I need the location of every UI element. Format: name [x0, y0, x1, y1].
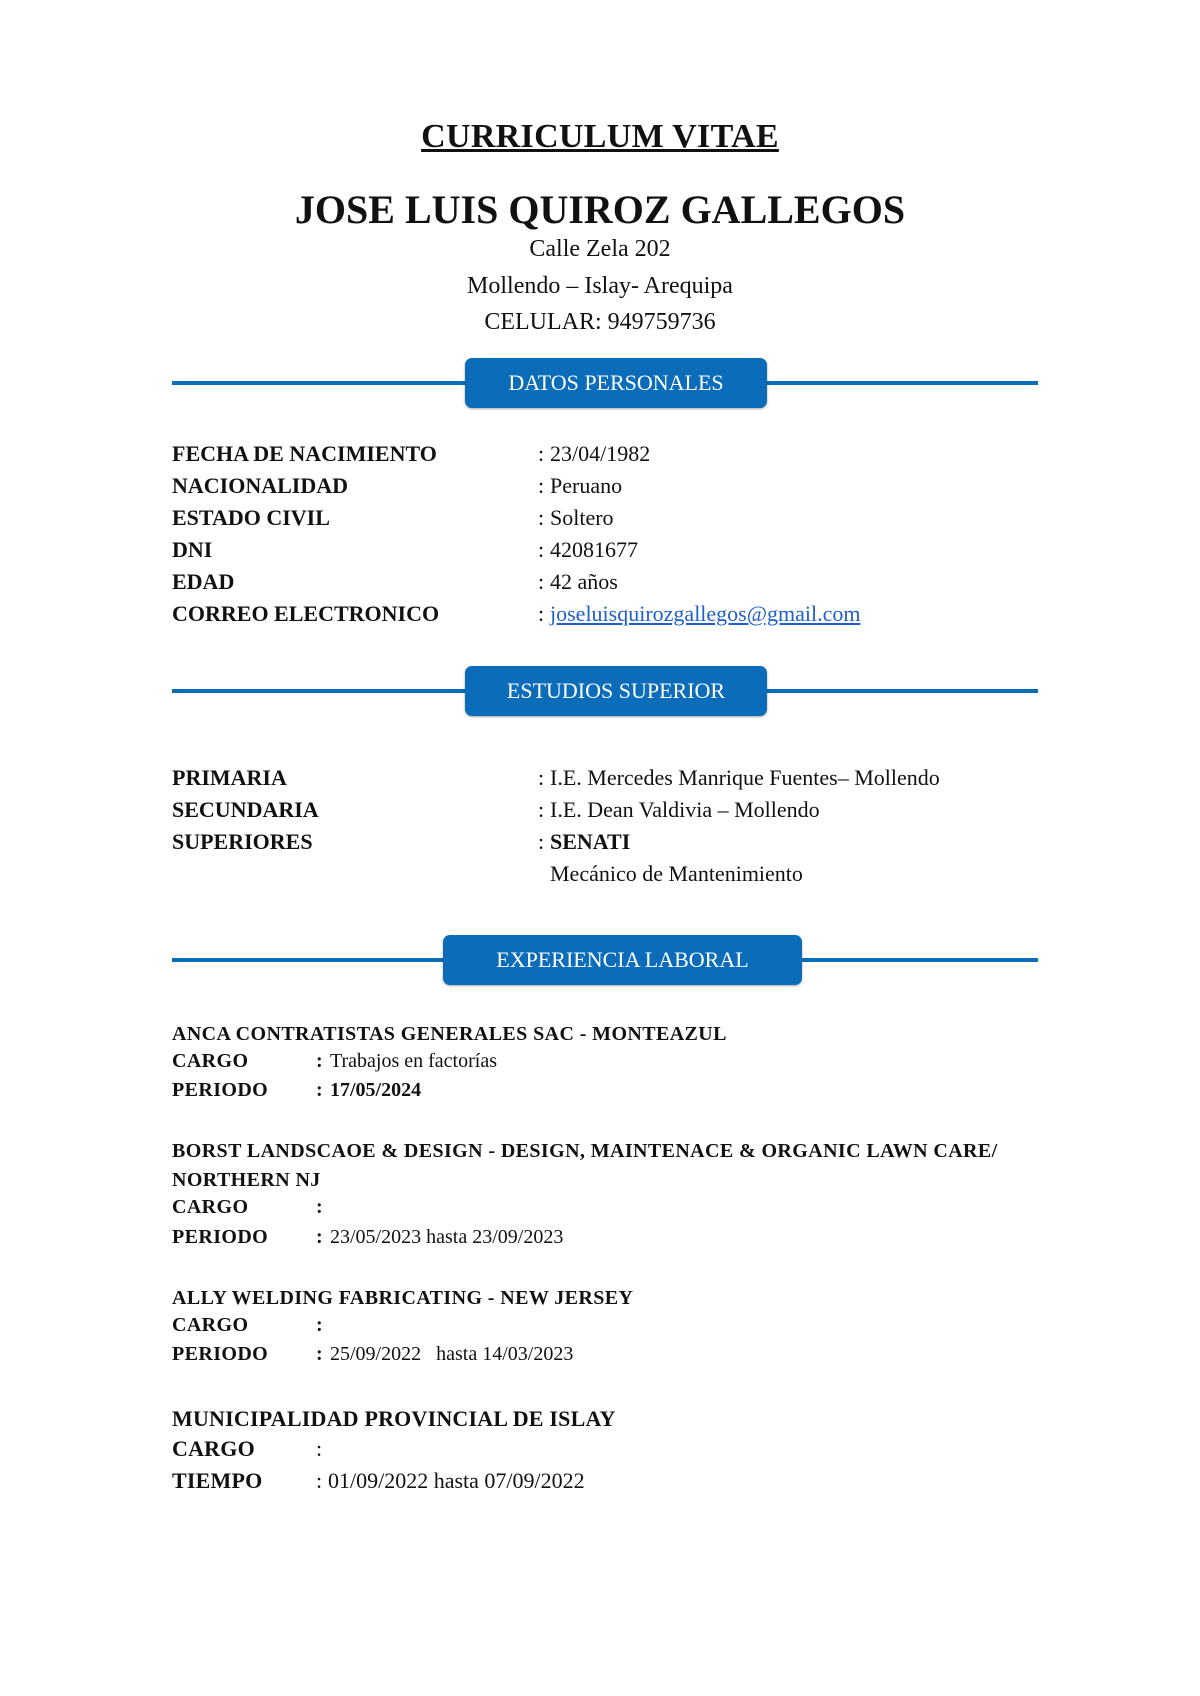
job-4-period: 01/09/2022 hasta 07/09/2022	[328, 1468, 585, 1493]
civil-status-label: ESTADO CIVIL	[172, 505, 330, 530]
personal-row-dni	[172, 537, 1072, 569]
colon: :	[316, 1343, 323, 1365]
studies-section-heading: ESTUDIOS SUPERIOR	[465, 666, 767, 716]
colon: :	[538, 829, 545, 854]
studies-row-higher-detail	[172, 861, 1072, 893]
colon: :	[538, 441, 545, 466]
colon: :	[538, 537, 545, 562]
studies-row-secondary	[172, 797, 1072, 829]
personal-row-nationality	[172, 473, 1072, 505]
higher-label: SUPERIORES	[172, 829, 313, 854]
city-line: Mollendo – Islay- Arequipa	[467, 273, 733, 299]
primary-value: I.E. Mercedes Manrique Fuentes– Mollendo	[550, 765, 940, 790]
job-1-period: 17/05/2024	[330, 1079, 422, 1101]
job-3-period: 25/09/2022 hasta 14/03/2023	[330, 1343, 574, 1365]
colon: :	[316, 1314, 323, 1336]
colon: :	[538, 505, 545, 530]
age-value: 42 años	[550, 569, 618, 594]
job-1-cargo: Trabajos en factorías	[330, 1050, 497, 1072]
document-title: CURRICULUM VITAE	[421, 118, 779, 155]
period-label: PERIODO	[172, 1226, 269, 1248]
personal-section-heading: DATOS PERSONALES	[465, 358, 767, 408]
job-1-period-row	[172, 1079, 1032, 1107]
job-2-period-row	[172, 1226, 1032, 1254]
secondary-value: I.E. Dean Valdivia – Mollendo	[550, 797, 820, 822]
age-label: EDAD	[172, 569, 235, 594]
job-2-cargo-row	[172, 1196, 1032, 1224]
cargo-label: CARGO	[172, 1436, 255, 1461]
job-1-company: ANCA CONTRATISTAS GENERALES SAC - MONTEAZUL	[172, 1023, 727, 1045]
colon: :	[316, 1468, 323, 1493]
colon: :	[538, 797, 545, 822]
job-4-time-row	[172, 1468, 1032, 1500]
primary-label: PRIMARIA	[172, 765, 287, 790]
period-label: PERIODO	[172, 1343, 269, 1365]
colon: :	[316, 1226, 323, 1248]
civil-status-value: Soltero	[550, 505, 614, 530]
email-label: CORREO ELECTRONICO	[172, 601, 440, 626]
nationality-value: Peruano	[550, 473, 623, 498]
birthdate-value: 23/04/1982	[550, 441, 651, 466]
job-4-company: MUNICIPALIDAD PROVINCIAL DE ISLAY	[172, 1406, 616, 1431]
higher-detail: Mecánico de Mantenimiento	[550, 861, 803, 886]
experience-section-heading: EXPERIENCIA LABORAL	[443, 935, 802, 985]
colon: :	[538, 473, 545, 498]
studies-row-primary	[172, 765, 1072, 797]
cargo-label: CARGO	[172, 1314, 249, 1336]
phone-line: CELULAR: 949759736	[484, 309, 716, 335]
dni-label: DNI	[172, 537, 213, 562]
nationality-label: NACIONALIDAD	[172, 473, 349, 498]
colon: :	[316, 1436, 323, 1461]
personal-row-age	[172, 569, 1072, 601]
personal-row-birthdate	[172, 441, 1072, 473]
job-3-period-row	[172, 1343, 1032, 1371]
job-3-company: ALLY WELDING FABRICATING - NEW JERSEY	[172, 1287, 634, 1309]
colon: :	[316, 1050, 323, 1072]
job-2-period: 23/05/2023 hasta 23/09/2023	[330, 1226, 564, 1248]
higher-value: SENATI	[550, 829, 631, 854]
colon: :	[538, 765, 545, 790]
time-label: TIEMPO	[172, 1468, 263, 1493]
address-line: Calle Zela 202	[529, 236, 671, 262]
colon: :	[538, 601, 545, 626]
personal-row-civil-status	[172, 505, 1072, 537]
period-label: PERIODO	[172, 1079, 269, 1101]
candidate-name: JOSE LUIS QUIROZ GALLEGOS	[294, 187, 906, 232]
job-1-cargo-row	[172, 1050, 1032, 1078]
job-4-cargo-row	[172, 1436, 1032, 1468]
job-2-company: BORST LANDSCAOE & DESIGN - DESIGN, MAINTENACE & ORGANIC LAWN CARE/ NORTHERN NJ	[172, 1140, 998, 1191]
dni-value: 42081677	[550, 537, 638, 562]
studies-row-higher	[172, 829, 1072, 861]
colon: :	[316, 1196, 323, 1218]
cargo-label: CARGO	[172, 1196, 249, 1218]
colon: :	[316, 1079, 323, 1101]
personal-row-email	[172, 601, 1072, 633]
colon: :	[538, 569, 545, 594]
cargo-label: CARGO	[172, 1050, 249, 1072]
secondary-label: SECUNDARIA	[172, 797, 319, 822]
email-link[interactable]: joseluisquirozgallegos@gmail.com	[550, 601, 861, 626]
birthdate-label: FECHA DE NACIMIENTO	[172, 441, 437, 466]
job-3-cargo-row	[172, 1314, 1032, 1342]
